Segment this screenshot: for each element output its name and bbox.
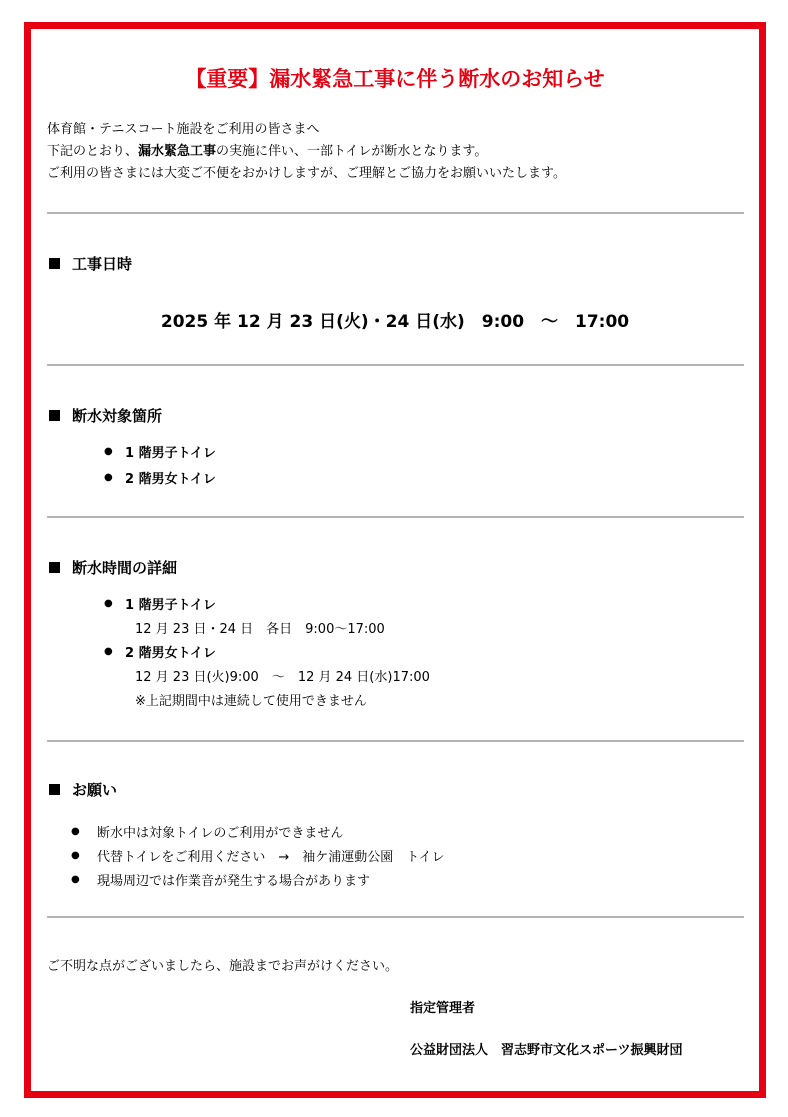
footer-note: ご不明な点がございましたら、施設までお声がけください。 xyxy=(47,959,399,974)
details-item-label: 2 階男女トイレ xyxy=(125,646,216,661)
request-item: 断水中は対象トイレのご利用ができません xyxy=(97,826,344,841)
bullet-dot-icon: ● xyxy=(104,446,113,457)
bullet-dot-icon: ● xyxy=(104,646,113,657)
heading-requests xyxy=(49,779,117,800)
details-item-time: 12 月 23 日(火)9:00 ～ 12 月 24 日(水)17:00 xyxy=(135,670,430,685)
heading-places xyxy=(49,405,162,426)
places-item: 2 階男女トイレ xyxy=(125,472,216,487)
places-item: 1 階男子トイレ xyxy=(125,446,216,461)
black-square-icon xyxy=(49,784,60,795)
request-item: 現場周辺では作業音が発生する場合があります xyxy=(97,874,371,889)
black-square-icon xyxy=(49,258,60,269)
heading-places-label: 断水対象箇所 xyxy=(72,407,163,425)
schedule-date: 2025 年 12 月 23 日(火)・24 日(水) 9:00 ～ 17:00 xyxy=(160,312,630,332)
notice-title: 【重要】漏水緊急工事に伴う断水のお知らせ xyxy=(185,67,605,91)
bullet-dot-icon: ● xyxy=(71,826,80,837)
signature-role: 指定管理者 xyxy=(410,1001,476,1016)
intro-emphasis: 漏水緊急工事 xyxy=(138,144,217,159)
black-square-icon xyxy=(49,562,60,573)
bullet-dot-icon: ● xyxy=(104,598,113,609)
section-divider xyxy=(47,740,744,742)
section-divider xyxy=(47,212,744,214)
black-square-icon xyxy=(49,410,60,421)
heading-schedule xyxy=(49,253,132,274)
heading-details-label: 断水時間の詳細 xyxy=(72,559,178,577)
details-item-note: ※上記期間中は連続して使用できません xyxy=(135,694,367,709)
section-divider xyxy=(47,916,744,918)
details-item-label: 1 階男子トイレ xyxy=(125,598,216,613)
intro-line-3: ご利用の皆さまには大変ご不便をおかけしますが、ご理解とご協力をお願いいたします。 xyxy=(47,166,566,181)
heading-requests-label: お願い xyxy=(72,781,118,799)
intro-line-2 xyxy=(47,141,487,163)
section-divider xyxy=(47,516,744,518)
intro-line-2-pre: 下記のとおり、 xyxy=(47,144,139,159)
bullet-dot-icon: ● xyxy=(71,874,80,885)
section-divider xyxy=(47,364,744,366)
intro-greeting: 体育館・テニスコート施設をご利用の皆さまへ xyxy=(47,122,320,137)
heading-schedule-label: 工事日時 xyxy=(72,255,133,273)
notice-frame xyxy=(24,22,766,1098)
heading-details xyxy=(49,557,177,578)
signature-organization: 公益財団法人 習志野市文化スポーツ振興財団 xyxy=(410,1043,683,1058)
intro-line-2-post: の実施に伴い、一部トイレが断水となります。 xyxy=(216,144,488,159)
bullet-dot-icon: ● xyxy=(71,850,80,861)
details-item-time: 12 月 23 日・24 日 各日 9:00～17:00 xyxy=(135,622,385,637)
bullet-dot-icon: ● xyxy=(104,472,113,483)
request-item: 代替トイレをご利用ください → 袖ケ浦運動公園 トイレ xyxy=(97,850,445,865)
